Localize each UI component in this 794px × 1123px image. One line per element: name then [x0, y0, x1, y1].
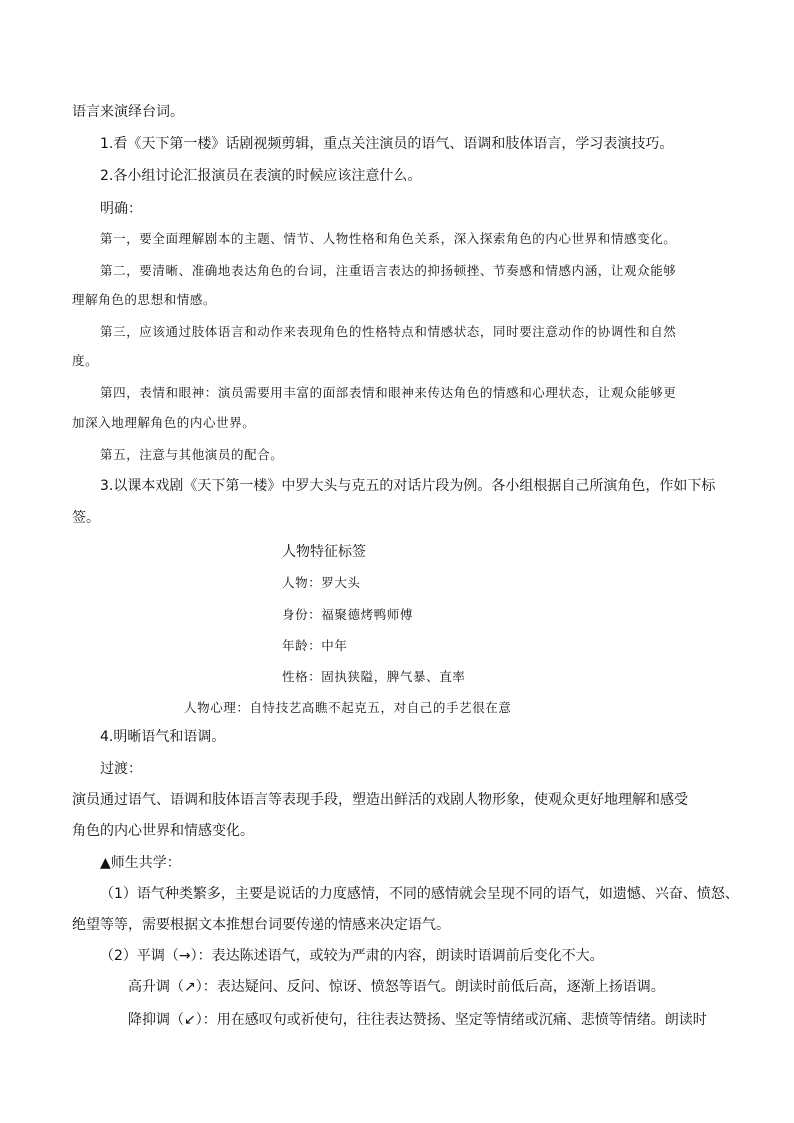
text-line: 语言来演绎台词。: [72, 104, 184, 120]
transition-heading: 过渡：: [100, 761, 142, 777]
tag-person: 人物：罗大头: [282, 575, 361, 590]
transition-text: 演员通过语气、语调和肢体语言等表现手段，塑造出鲜活的戏剧人物形象，使观众更好地理解和感受: [72, 792, 688, 808]
item-1: （1）语气种类繁多，主要是说话的力度感情，不同的感情就会呈现不同的语气，如遗憾、兴奋、愤怒、: [100, 886, 739, 902]
item-1-cont: 绝望等等，需要根据文本推想台词要传递的情感来决定语气。: [72, 917, 450, 933]
co-learning-heading: ▲师生共学：: [100, 855, 181, 871]
transition-text-cont: 角色的内心世界和情感变化。: [72, 823, 254, 839]
tag-age: 年龄：中年: [282, 638, 348, 653]
falling-tone: 降抑调（↙）：用在感叹句或祈使句，往往表达赞扬、坚定等情绪或沉痛、悲愤等情绪。朗读时: [128, 1012, 707, 1028]
point-1: 第一，要全面理解剧本的主题、情节、人物性格和角色关系，深入探索角色的内心世界和情感变化。: [100, 231, 677, 246]
point-3: 第三，应该通过肢体语言和动作来表现角色的性格特点和情感状态，同时要注意动作的协调性和自然: [100, 324, 677, 339]
list-item-3-cont: 签。: [72, 510, 100, 526]
point-2-cont: 理解角色的思想和情感。: [72, 292, 217, 307]
item-2: （2）平调（→）：表达陈述语气，或较为严肃的内容，朗读时语调前后变化不大。: [100, 948, 604, 964]
rising-tone: 高升调（↗）：表达疑问、反问、惊讶、愤怒等语气。朗读时前低后高，逐渐上扬语调。: [128, 979, 665, 995]
tag-psychology: 人物心理：自恃技艺高瞧不起克五，对自己的手艺很在意: [184, 700, 512, 715]
point-5: 第五，注意与其他演员的配合。: [100, 447, 284, 462]
tag-identity: 身份：福聚德烤鸭师傅: [282, 607, 414, 622]
point-4-cont: 加深入地理解角色的内心世界。: [72, 415, 256, 430]
list-item-4: 4.明晰语气和语调。: [100, 729, 226, 745]
tag-title: 人物特征标签: [282, 544, 366, 560]
tag-personality: 性格：固执狭隘，脾气暴、直率: [282, 669, 466, 684]
point-3-cont: 度。: [72, 353, 99, 368]
list-item-1: 1.看《天下第一楼》话剧视频剪辑，重点关注演员的语气、语调和肢体语言，学习表演技巧。: [100, 136, 674, 152]
point-2: 第二，要清晰、准确地表达角色的台词，注重语言表达的抑扬顿挫、节奏感和情感内涵，让观众能够: [100, 263, 677, 278]
clarify-heading: 明确：: [100, 201, 142, 217]
list-item-2: 2.各小组讨论汇报演员在表演的时候应该注意什么。: [100, 168, 422, 184]
point-4: 第四，表情和眼神：演员需要用丰富的面部表情和眼神来传达角色的情感和心理状态，让观众能够更: [100, 385, 677, 400]
list-item-3: 3.以课本戏剧《天下第一楼》中罗大头与克五的对话片段为例。各小组根据自己所演角色，作如下标: [100, 478, 716, 494]
